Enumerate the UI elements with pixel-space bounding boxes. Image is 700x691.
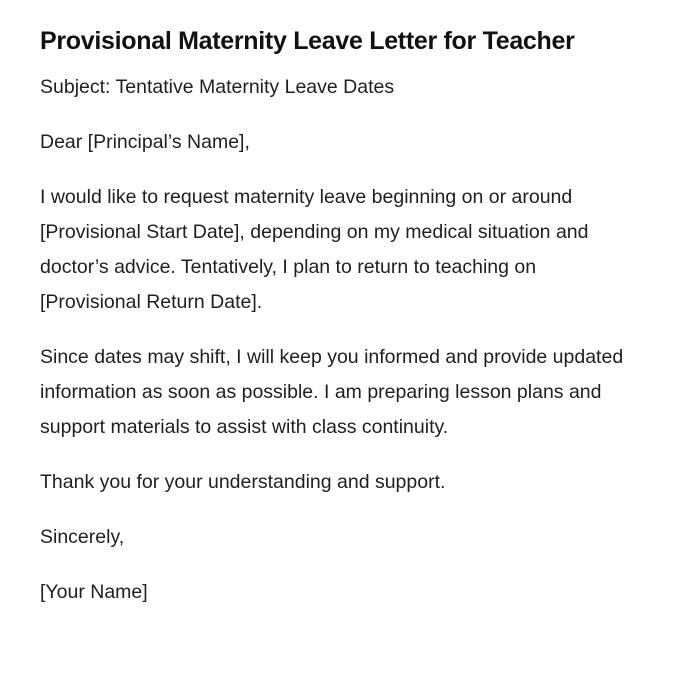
signature-placeholder: [Your Name] <box>40 581 148 603</box>
page-title: Provisional Maternity Leave Letter for Teacher <box>40 27 575 55</box>
body-paragraph-updates: Since dates may shift, I will keep you informed and provide updated information as soon as possible. I am preparing lesson plans and support materials to assist with class continuity. <box>40 346 624 438</box>
salutation: Dear [Principal’s Name], <box>40 131 250 153</box>
body-paragraph-request: I would like to request maternity leave beginning on or around [Provisional Start Date], depending on my medical situation and doctor’s advice. Tentatively, I plan to return to teaching on [Provisional Return Date]. <box>40 186 589 313</box>
closing-line: Sincerely, <box>40 526 125 548</box>
thanks-line: Thank you for your understanding and support. <box>40 471 446 493</box>
subject-line: Subject: Tentative Maternity Leave Dates <box>40 76 395 98</box>
